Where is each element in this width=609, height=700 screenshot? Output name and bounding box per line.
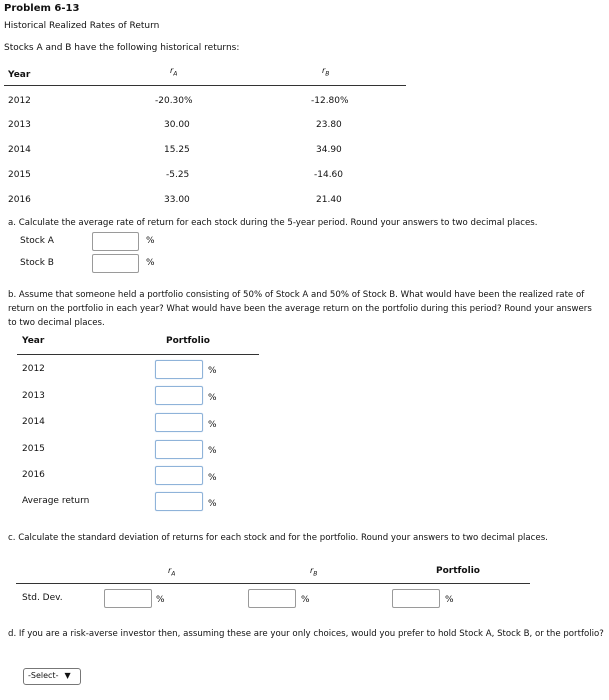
stddev-b-input[interactable] xyxy=(248,589,296,608)
problem-title: Problem 6-13 xyxy=(4,3,80,14)
stddev-header-rb: $r_B$ xyxy=(310,566,318,578)
returns-a: 30.00 xyxy=(164,120,190,130)
stddev-portfolio-input[interactable] xyxy=(392,589,440,608)
returns-year: 2016 xyxy=(8,195,31,205)
stddev-a-input[interactable] xyxy=(104,589,152,608)
preference-select[interactable] xyxy=(23,668,81,685)
portfolio-average-label: Average return xyxy=(22,496,90,506)
portfolio-year: 2012 xyxy=(22,364,45,374)
returns-year: 2014 xyxy=(8,145,31,155)
stock-b-label: Stock B xyxy=(20,258,54,268)
returns-b: -12.80% xyxy=(311,96,349,106)
stock-b-unit: % xyxy=(146,258,155,268)
returns-b: 34.90 xyxy=(316,145,342,155)
stddev-label: Std. Dev. xyxy=(22,593,63,603)
returns-b: 21.40 xyxy=(316,195,342,205)
returns-b: -14.60 xyxy=(314,170,344,180)
portfolio-year: 2014 xyxy=(22,417,45,427)
portfolio-unit: % xyxy=(208,366,217,376)
problem-intro: Stocks A and B have the following historical returns: xyxy=(4,43,240,53)
returns-a: -20.30% xyxy=(155,96,193,106)
stock-a-label: Stock A xyxy=(20,236,54,246)
problem-subtitle: Historical Realized Rates of Return xyxy=(4,21,160,31)
portfolio-2014-input[interactable] xyxy=(155,413,203,432)
portfolio-year: 2015 xyxy=(22,444,45,454)
portfolio-unit: % xyxy=(208,473,217,483)
stock-a-unit: % xyxy=(146,236,155,246)
part-b-question: b. Assume that someone held a portfolio consisting of 50% of Stock A and 50% of Stock B. What would have been the realized rate of return on the portfolio in each year? What would have been the average return on the portfolio during this period? Round your answers to two decimal places. xyxy=(8,290,592,328)
portfolio-header-portfolio: Portfolio xyxy=(166,336,210,346)
returns-header-rule xyxy=(4,85,406,86)
portfolio-unit: % xyxy=(208,499,217,509)
stock-a-average-input[interactable] xyxy=(92,232,139,251)
stddev-header-portfolio: Portfolio xyxy=(436,566,480,576)
portfolio-header-year: Year xyxy=(22,336,45,346)
portfolio-2016-input[interactable] xyxy=(155,466,203,485)
portfolio-2012-input[interactable] xyxy=(155,360,203,379)
portfolio-average-input[interactable] xyxy=(155,492,203,511)
returns-header-ra: $r_A$ xyxy=(170,66,178,78)
stddev-header-rule xyxy=(16,583,530,584)
stddev-header-ra: $r_A$ xyxy=(168,566,176,578)
returns-year: 2012 xyxy=(8,96,31,106)
returns-a: 15.25 xyxy=(164,145,190,155)
portfolio-unit: % xyxy=(208,393,217,403)
chevron-down-icon: ▼ xyxy=(64,671,71,680)
stddev-portfolio-unit: % xyxy=(445,595,454,605)
returns-header-year: Year xyxy=(8,70,31,80)
returns-year: 2015 xyxy=(8,170,31,180)
stock-b-average-input[interactable] xyxy=(92,254,139,273)
portfolio-year: 2016 xyxy=(22,470,45,480)
returns-b: 23.80 xyxy=(316,120,342,130)
portfolio-unit: % xyxy=(208,420,217,430)
preference-select-value: -Select- xyxy=(28,671,59,680)
part-c-question: c. Calculate the standard deviation of returns for each stock and for the portfolio. Round your answers to two decimal places. xyxy=(8,533,548,543)
returns-a: 33.00 xyxy=(164,195,190,205)
returns-a: -5.25 xyxy=(166,170,190,180)
portfolio-2013-input[interactable] xyxy=(155,386,203,405)
portfolio-header-rule xyxy=(17,354,259,355)
portfolio-year: 2013 xyxy=(22,391,45,401)
stddev-b-unit: % xyxy=(301,595,310,605)
portfolio-2015-input[interactable] xyxy=(155,440,203,459)
stddev-a-unit: % xyxy=(156,595,165,605)
returns-year: 2013 xyxy=(8,120,31,130)
portfolio-unit: % xyxy=(208,446,217,456)
part-a-question: a. Calculate the average rate of return for each stock during the 5-year period. Round your answers to two decimal places. xyxy=(8,218,538,228)
part-d-question: d. If you are a risk-averse investor then, assuming these are your only choices, would you prefer to hold Stock A, Stock B, or the portfolio? xyxy=(8,629,604,639)
returns-header-rb: $r_B$ xyxy=(322,66,330,78)
